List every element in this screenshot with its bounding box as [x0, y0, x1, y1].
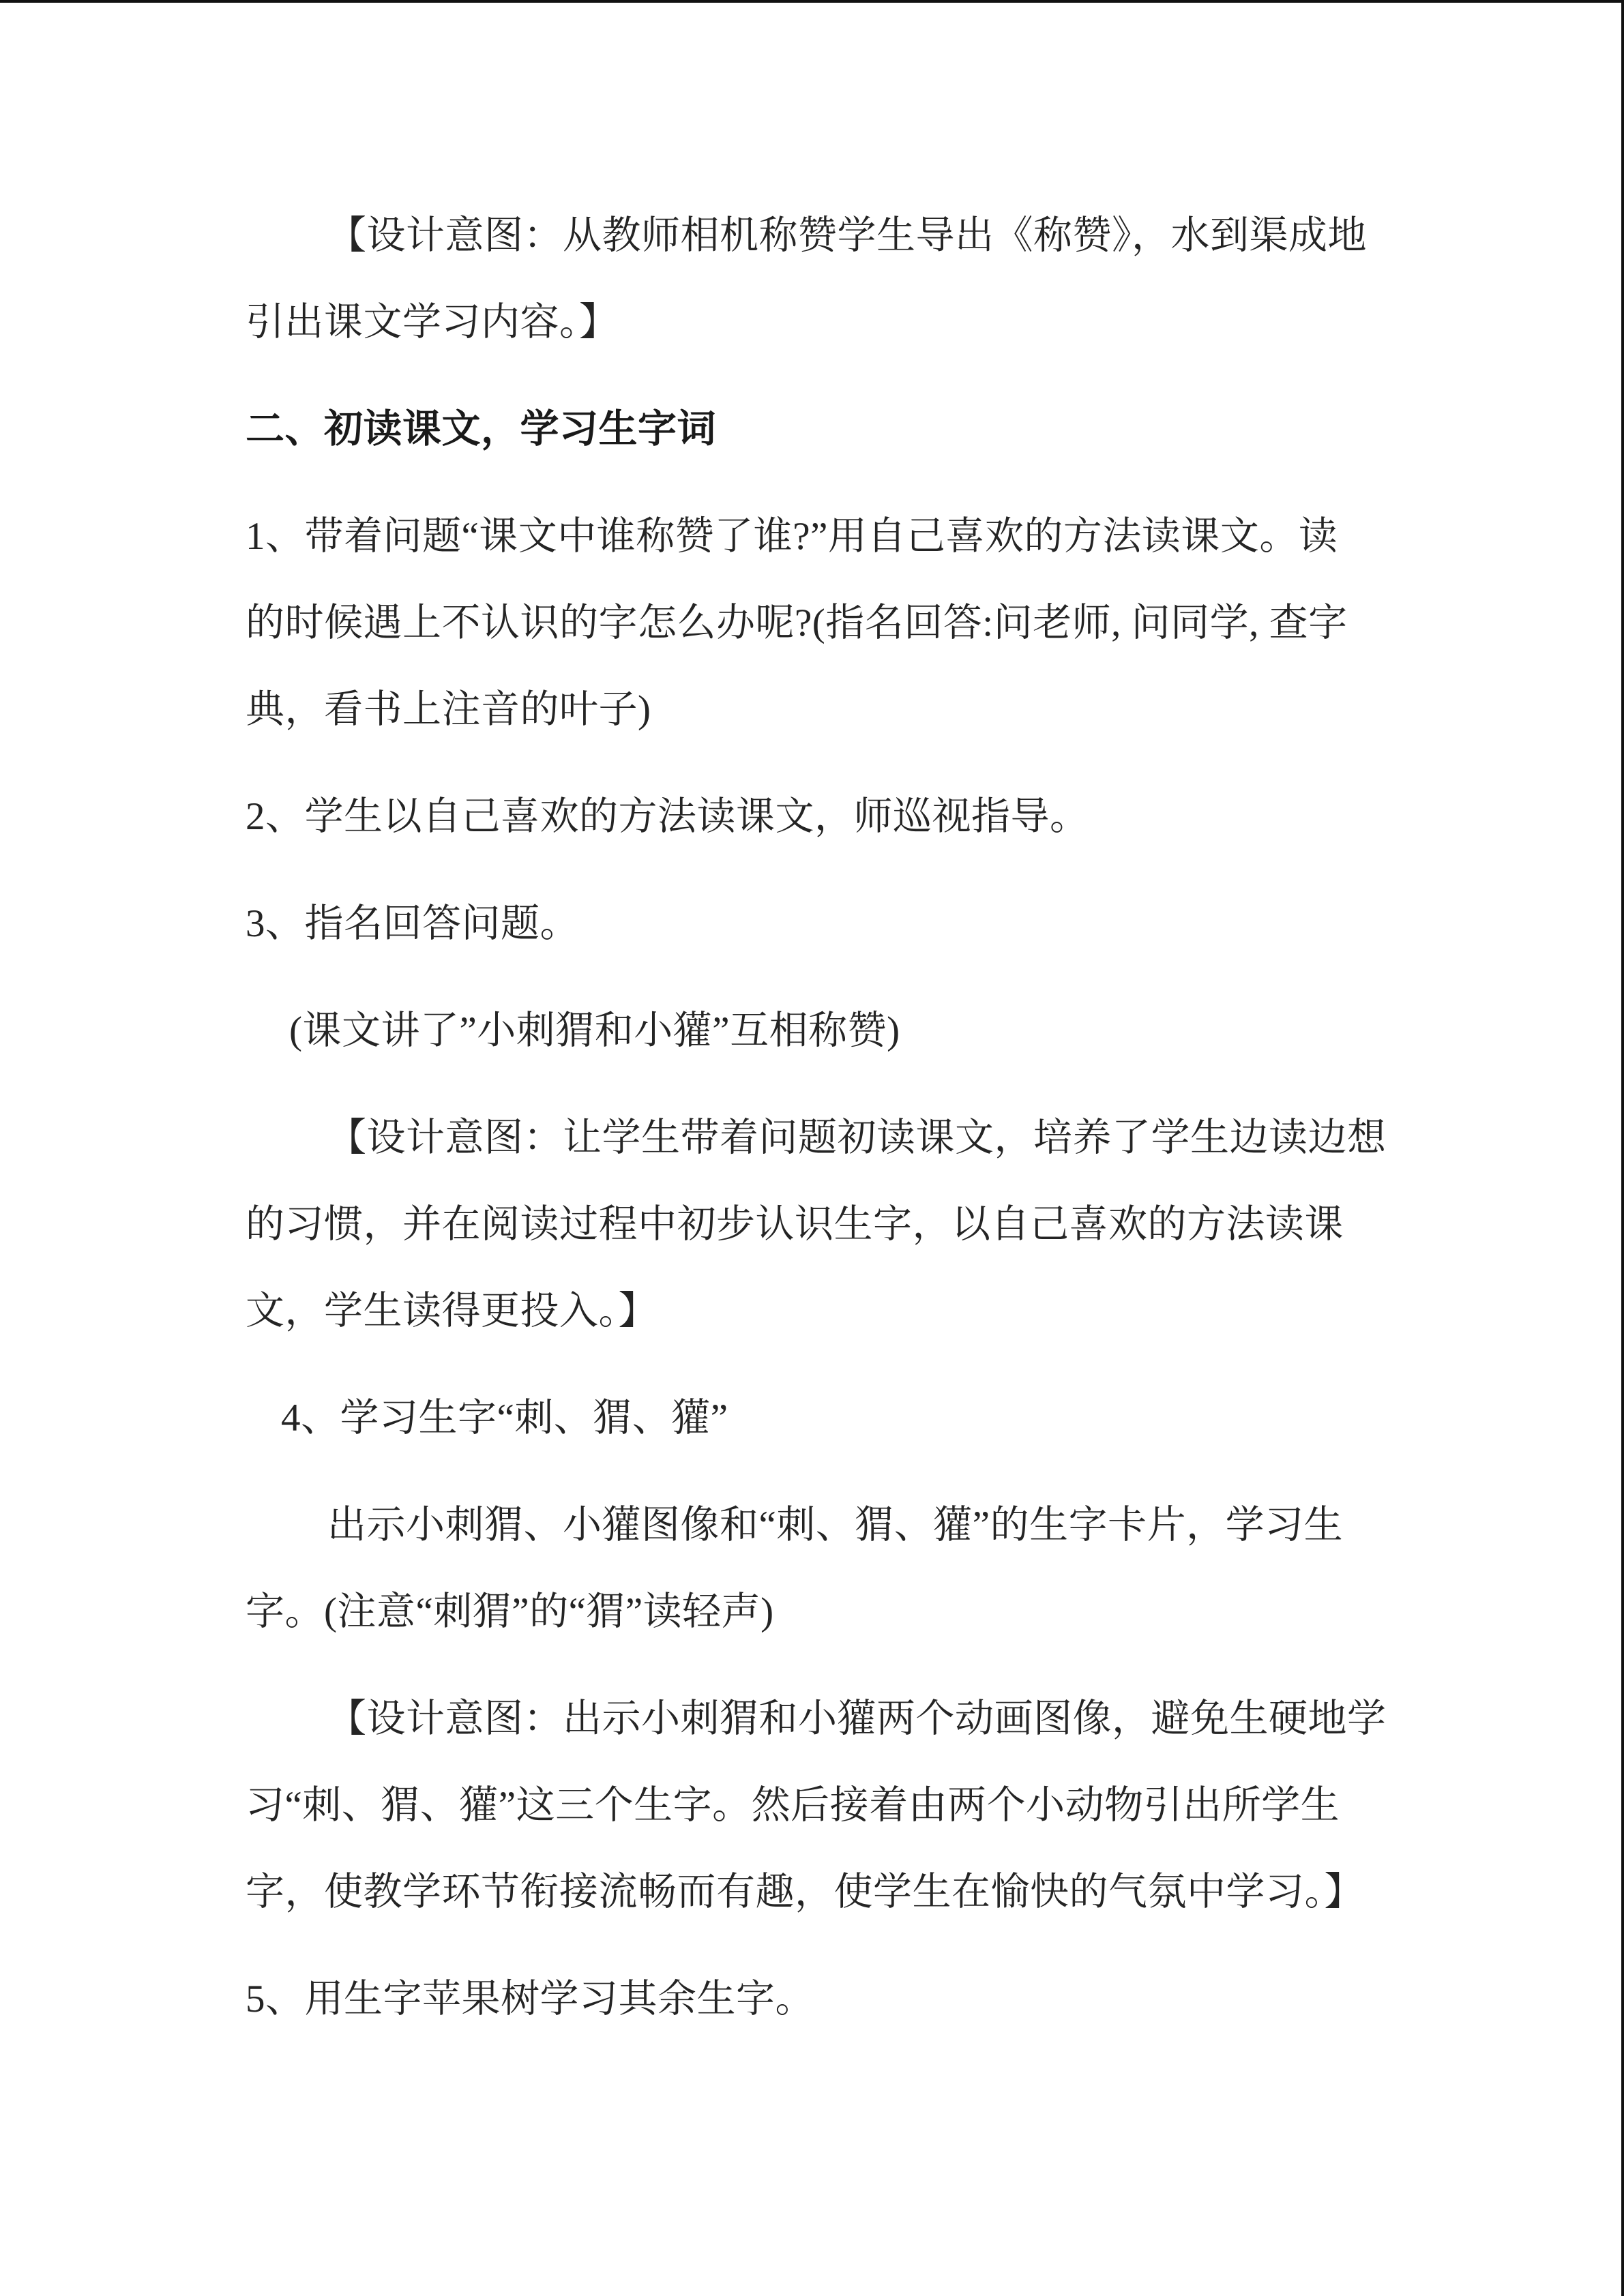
text-line: 2、学生以自己喜欢的方法读课文，师巡视指导。: [246, 795, 1089, 838]
text-line: 典，看书上注音的叶子): [246, 688, 651, 731]
text-line: 字。(注意“刺猬”的“猬”读轻声): [246, 1590, 774, 1633]
section-heading: [246, 386, 1381, 473]
text-line: 4、学习生字“刺、猬、獾”: [281, 1397, 728, 1440]
text-line: 的时候遇上不认识的字怎么办呢?(指名回答:问老师, 问同学, 查字: [246, 601, 1348, 644]
text-line: 的习惯，并在阅读过程中初步认识生字，以自己喜欢的方法读课: [246, 1203, 1344, 1246]
design-note-3: [246, 1675, 1387, 1935]
text-line: 习“刺、猬、獾”这三个生字。然后接着由两个小动物引出所学生: [246, 1784, 1340, 1827]
text-line: 【设计意图：让学生带着问题初读课文，培养了学生边读边想: [327, 1116, 1387, 1159]
text-line: 出示小刺猬、小獾图像和“刺、猬、獾”的生字卡片，学习生: [327, 1504, 1344, 1547]
text-line: 5、用生字苹果树学习其余生字。: [246, 1978, 814, 2021]
text-line: 【设计意图：出示小刺猬和小獾两个动画图像，避免生硬地学: [327, 1697, 1387, 1740]
text-line: 引出课文学习内容。】: [246, 301, 619, 344]
document-content: [246, 192, 1387, 2063]
text-line: (课文讲了”小刺猬和小獾”互相称赞): [289, 1009, 900, 1052]
text-line: 【设计意图：从教师相机称赞学生导出《称赞》，水到渠成地: [327, 214, 1367, 257]
text-line: 字，使教学环节衔接流畅而有趣，使学生在愉快的气氛中学习。】: [246, 1870, 1363, 1913]
heading-line: 二、初读课文，学习生字词: [246, 408, 716, 451]
step-4-detail: [246, 1482, 1381, 1655]
design-note-1: [246, 192, 1381, 366]
step-5: [246, 1956, 1381, 2042]
text-line: 1、带着问题“课文中谁称赞了谁?”用自己喜欢的方法读课文。读: [246, 515, 1338, 558]
design-note-2: [246, 1094, 1387, 1354]
step-2: [246, 773, 1381, 860]
answer-note: [246, 987, 1381, 1074]
text-line: 3、指名回答问题。: [246, 902, 579, 945]
step-3: [246, 880, 1381, 967]
step-1: [246, 493, 1381, 753]
step-4: [246, 1375, 1381, 1461]
text-line: 文，学生读得更投入。】: [246, 1289, 658, 1332]
